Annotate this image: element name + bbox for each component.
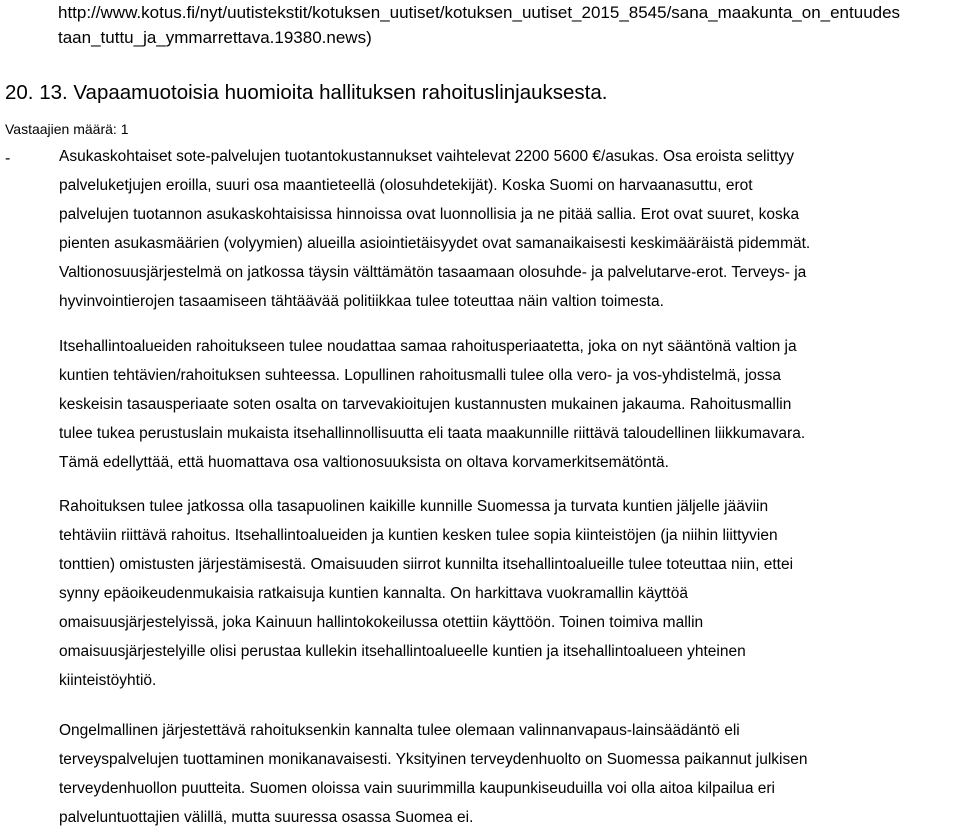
paragraph-line: synny epäoikeudenmukaisia ratkaisuja kuntien kannalta. On harkittava vuokramallin käyttöä <box>59 585 688 602</box>
paragraph-line: palvelujen tuotannon asukaskohtaisissa hinnoissa ovat luonnollisia ja ne pitää sallia. Erot ovat suuret, koska <box>59 206 800 223</box>
source-url-line: http://www.kotus.fi/nyt/uutistekstit/kotuksen_uutiset/kotuksen_uutiset_2015_8545/sana_maakunta_on_entuudes <box>58 3 901 22</box>
bullet-dash: - <box>5 150 11 167</box>
answer-paragraph-2 <box>59 332 805 477</box>
section-heading: 20. 13. Vapaamuotoisia huomioita hallituksen rahoituslinjauksesta. <box>5 81 608 104</box>
paragraph-line: kiinteistöyhtiö. <box>59 672 157 689</box>
answer-paragraph-4 <box>59 716 807 832</box>
paragraph-line: hyvinvointierojen tasaamiseen tähtäävää politiikkaa tulee toteuttaa näin valtion toimesta. <box>59 293 664 310</box>
answer-paragraph-1 <box>59 142 810 316</box>
paragraph-line: omaisuusjärjestelyille olisi perustaa kullekin itsehallintoalueelle kuntien ja itsehallintoalueen yhteinen <box>59 643 746 660</box>
paragraph-line: pienten asukasmäärien (volyymien) alueilla asiointietäisyydet ovat samanaikaisesti keskimääräistä pidemmät. <box>59 235 811 252</box>
paragraph-line: omaisuusjärjestelyissä, joka Kainuun hallintokokeilussa otettiin käyttöön. Toinen toimiva mallin <box>59 614 704 631</box>
paragraph-line: palveluntuottajien välillä, mutta suuressa osassa Suomea ei. <box>59 809 474 826</box>
respondent-count: Vastaajien määrä: 1 <box>5 121 129 137</box>
paragraph-line: Rahoituksen tulee jatkossa olla tasapuolinen kaikille kunnille Suomessa ja turvata kuntien jäljelle jääviin <box>59 498 769 515</box>
paragraph-line: Ongelmallinen järjestettävä rahoituksenkin kannalta tulee olemaan valinnanvapaus-lainsäädäntö eli <box>59 722 740 739</box>
paragraph-line: Valtionosuusjärjestelmä on jatkossa täysin välttämätön tasaamaan olosuhde- ja palvelutarve-erot. Terveys- ja <box>59 264 807 281</box>
source-url-line: taan_tuttu_ja_ymmarrettava.19380.news) <box>58 28 372 47</box>
answer-paragraph-3 <box>59 492 793 695</box>
paragraph-line: keskeisin tasausperiaate soten osalta on tarvevakioitujen kustannusten mukainen jakauma. Rahoitusmallin <box>59 396 792 413</box>
paragraph-line: terveydenhuollon puutteita. Suomen oloissa vain suurimmilla kaupunkiseuduilla voi olla aitoa kilpailua eri <box>59 780 775 797</box>
paragraph-line: tonttien) omistusten järjestämisestä. Omaisuuden siirrot kunnilta itsehallintoalueille tulee toteuttaa niin, ettei <box>59 556 794 573</box>
paragraph-line: tulee tukea perustuslain mukaista itsehallinnollisuutta eli taata maakunnille riittävä taloudellinen liikkumavara. <box>59 425 806 442</box>
paragraph-line: Tämä edellyttää, että huomattava osa valtionosuuksista on oltava korvamerkitsemätöntä. <box>59 454 669 471</box>
paragraph-line: palveluketjujen eroilla, suuri osa maantieteellä (olosuhdetekijät). Koska Suomi on harvaanasuttu, erot <box>59 177 753 194</box>
paragraph-line: kuntien tehtävien/rahoituksen suhteessa. Lopullinen rahoitusmalli tulee olla vero- ja vos-yhdistelmä, jossa <box>59 367 782 384</box>
paragraph-line: Asukaskohtaiset sote-palvelujen tuotantokustannukset vaihtelevat 2200 5600 €/asukas. Osa eroista selittyy <box>59 148 794 165</box>
paragraph-line: tehtäviin riittävä rahoitus. Itsehallintoalueiden ja kuntien kesken tulee sopia kiinteistöjen (ja niihin liittyvien <box>59 527 778 544</box>
paragraph-line: Itsehallintoalueiden rahoitukseen tulee noudattaa samaa rahoitusperiaatetta, joka on nyt sääntönä valtion ja <box>59 338 797 355</box>
source-url <box>58 0 958 50</box>
paragraph-line: terveyspalvelujen tuottaminen monikanavaisesti. Yksityinen terveydenhuolto on Suomessa paikannut julkisen <box>59 751 808 768</box>
